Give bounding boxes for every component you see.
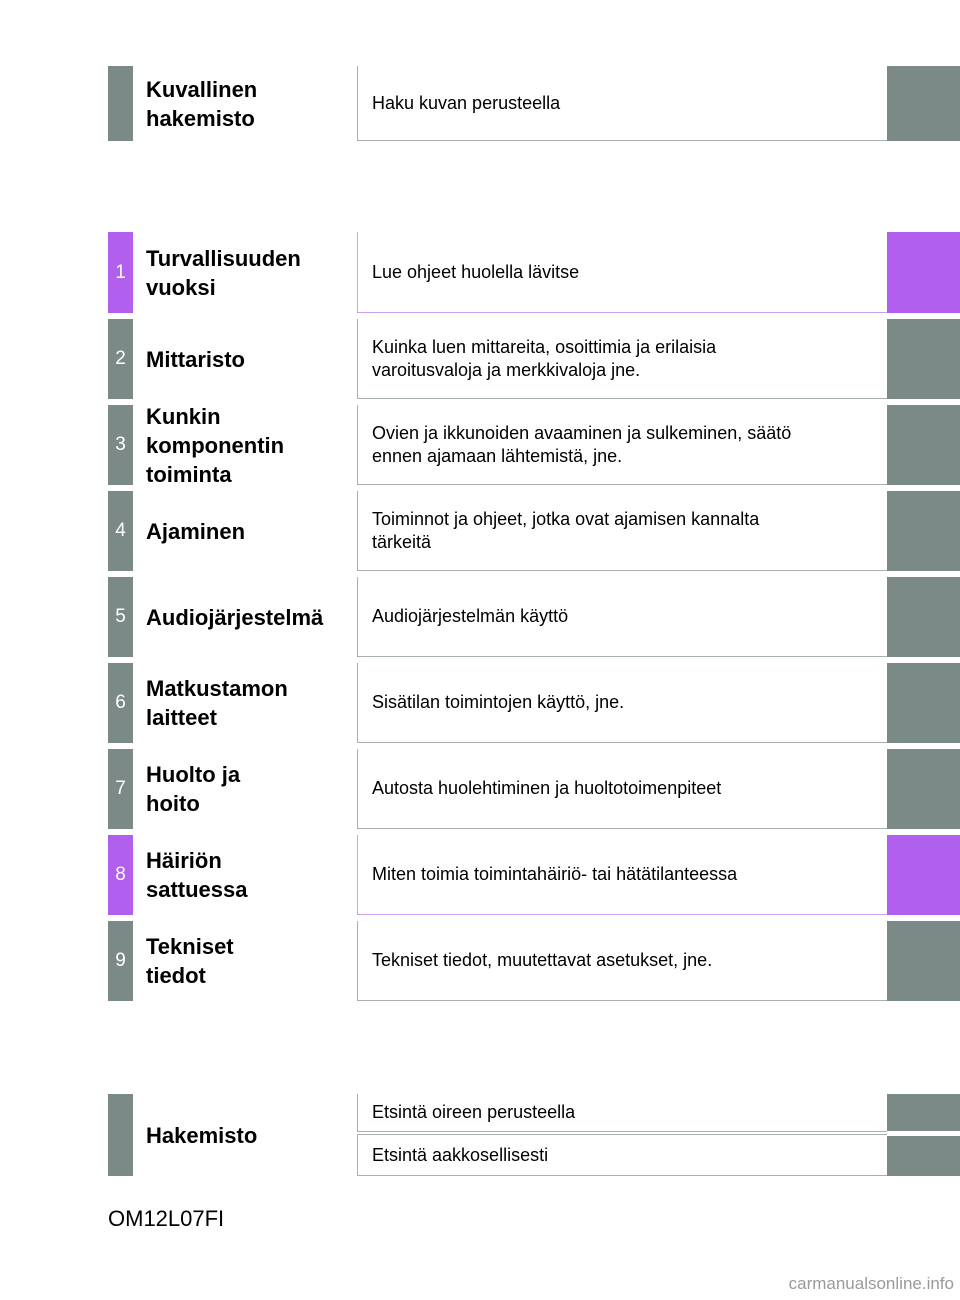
chapter-title: Häiriön sattuessa bbox=[146, 848, 248, 902]
pictorial-index-title: Kuvallinen hakemisto bbox=[146, 76, 258, 131]
chapter-tab[interactable] bbox=[887, 921, 960, 1001]
index-marker bbox=[108, 1094, 133, 1176]
chapter-title: Mittaristo bbox=[146, 346, 245, 372]
pictorial-index-row[interactable] bbox=[108, 66, 960, 141]
chapter-description: Lue ohjeet huolella lävitse bbox=[357, 232, 887, 313]
pictorial-index-description: Haku kuvan perusteella bbox=[357, 66, 887, 141]
chapter-description: Miten toimia toimintahäiriö- tai hätätilanteessa bbox=[357, 835, 887, 915]
chapter-number: 1 bbox=[108, 232, 133, 313]
pictorial-index-tab[interactable] bbox=[887, 66, 960, 141]
chapter-tab[interactable] bbox=[887, 663, 960, 743]
index-tab-symptom[interactable] bbox=[887, 1094, 960, 1131]
chapter-description: Autosta huolehtiminen ja huoltotoimenpiteet bbox=[357, 749, 887, 829]
chapter-tab[interactable] bbox=[887, 232, 960, 313]
chapter-row-3[interactable] bbox=[108, 405, 960, 485]
chapter-description: Ovien ja ikkunoiden avaaminen ja sulkeminen, säätö ennen ajamaan lähtemistä, jne. bbox=[357, 405, 887, 485]
chapter-title: Turvallisuuden vuoksi bbox=[146, 245, 301, 300]
chapter-title: Ajaminen bbox=[146, 518, 246, 544]
index-tab-alphabetical[interactable] bbox=[887, 1136, 960, 1176]
document-code: OM12L07FI bbox=[108, 1206, 225, 1231]
chapter-number: 9 bbox=[108, 921, 133, 1001]
chapter-row-1[interactable] bbox=[108, 232, 960, 313]
chapter-row-5[interactable] bbox=[108, 577, 960, 657]
index-by-symptom-link[interactable]: Etsintä oireen perusteella bbox=[357, 1094, 887, 1132]
chapter-tab[interactable] bbox=[887, 835, 960, 915]
chapter-tab[interactable] bbox=[887, 319, 960, 399]
pictorial-index-marker bbox=[108, 66, 133, 141]
chapter-description: Toiminnot ja ohjeet, jotka ovat ajamisen kannalta tärkeitä bbox=[357, 491, 887, 571]
chapter-tab[interactable] bbox=[887, 577, 960, 657]
chapter-row-4[interactable] bbox=[108, 491, 960, 571]
chapter-number: 2 bbox=[108, 319, 133, 399]
chapter-row-9[interactable] bbox=[108, 921, 960, 1001]
chapter-row-8[interactable] bbox=[108, 835, 960, 915]
chapter-title: Audiojärjestelmä bbox=[146, 604, 324, 630]
chapter-tab[interactable] bbox=[887, 749, 960, 829]
chapter-description: Sisätilan toimintojen käyttö, jne. bbox=[357, 663, 887, 743]
chapter-row-6[interactable] bbox=[108, 663, 960, 743]
chapter-description: Audiojärjestelmän käyttö bbox=[357, 577, 887, 657]
chapter-description: Kuinka luen mittareita, osoittimia ja erilaisia varoitusvaloja ja merkkivaloja jne. bbox=[357, 319, 887, 399]
index-row[interactable] bbox=[108, 1094, 960, 1176]
chapter-tab[interactable] bbox=[887, 405, 960, 485]
index-title: Hakemisto bbox=[146, 1122, 258, 1148]
watermark: carmanualsonline.info bbox=[788, 1274, 954, 1293]
chapter-number: 5 bbox=[108, 577, 133, 657]
chapter-number: 6 bbox=[108, 663, 133, 743]
chapter-description: Tekniset tiedot, muutettavat asetukset, jne. bbox=[357, 921, 887, 1001]
chapter-row-2[interactable] bbox=[108, 319, 960, 399]
chapter-number: 8 bbox=[108, 835, 133, 915]
index-alphabetical-link[interactable]: Etsintä aakkosellisesti bbox=[357, 1134, 887, 1176]
chapter-title: Kunkin komponentin toiminta bbox=[146, 403, 285, 487]
chapter-number: 3 bbox=[108, 405, 133, 485]
chapter-number: 4 bbox=[108, 491, 133, 571]
chapter-number: 7 bbox=[108, 749, 133, 829]
chapter-title: Matkustamon laitteet bbox=[146, 676, 288, 730]
chapter-tab[interactable] bbox=[887, 491, 960, 571]
chapter-row-7[interactable] bbox=[108, 749, 960, 829]
chapter-title: Huolto ja hoito bbox=[146, 762, 241, 816]
chapter-title: Tekniset tiedot bbox=[146, 934, 234, 988]
